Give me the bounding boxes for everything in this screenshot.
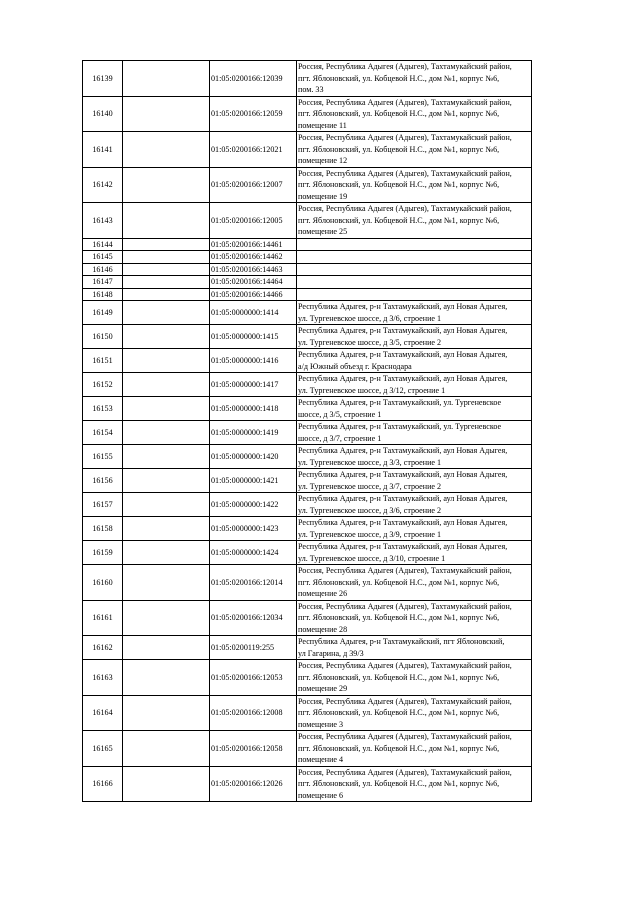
empty-cell bbox=[123, 660, 210, 696]
address-line: помещение 3 bbox=[298, 719, 344, 729]
address-line: Республика Адыгея, р-н Тахтамукайский, аул Новая Адыгея, bbox=[298, 302, 508, 311]
address-line: помещение 11 bbox=[298, 120, 347, 130]
empty-cell bbox=[123, 349, 210, 373]
cadastral-number-cell: 01:05:0200166:12005 bbox=[210, 203, 297, 239]
address-line: Россия, Республика Адыгея (Адыгея), Тахтамукайский район, bbox=[298, 661, 512, 670]
cadastral-number-cell: 01:05:0200166:12034 bbox=[210, 600, 297, 636]
address-line: Республика Адыгея, р-н Тахтамукайский, аул Новая Адыгея, bbox=[298, 350, 508, 359]
table-row bbox=[83, 766, 532, 802]
table-row bbox=[83, 493, 532, 517]
table-row bbox=[83, 238, 532, 251]
empty-cell bbox=[123, 276, 210, 289]
table-row bbox=[83, 203, 532, 239]
cadastral-number-cell: 01:05:0200166:12053 bbox=[210, 660, 297, 696]
record-number-cell: 16156 bbox=[83, 469, 123, 493]
address-line: Россия, Республика Адыгея (Адыгея), Тахтамукайский район, bbox=[298, 732, 512, 741]
table-row bbox=[83, 276, 532, 289]
address-cell bbox=[297, 132, 532, 168]
address-line: Республика Адыгея, р-н Тахтамукайский, аул Новая Адыгея, bbox=[298, 542, 508, 551]
table-row bbox=[83, 349, 532, 373]
record-number-cell: 16144 bbox=[83, 238, 123, 251]
empty-cell bbox=[123, 600, 210, 636]
address-line: ул. Тургеневское шоссе, д 3/6, строение 1 bbox=[298, 313, 442, 323]
address-line: Россия, Республика Адыгея (Адыгея), Тахтамукайский район, bbox=[298, 133, 512, 142]
address-cell bbox=[297, 288, 532, 301]
address-cell bbox=[297, 325, 532, 349]
address-line: пгт. Яблоновский, ул. Кобцевой Н.С., дом №1, корпус №6, bbox=[298, 743, 500, 753]
registry-table-body bbox=[83, 61, 532, 802]
table-row bbox=[83, 397, 532, 421]
cadastral-number-cell: 01:05:0000000:1416 bbox=[210, 349, 297, 373]
cadastral-number-cell: 01:05:0200166:14462 bbox=[210, 251, 297, 264]
cadastral-number-cell: 01:05:0200166:14461 bbox=[210, 238, 297, 251]
record-number-cell: 16153 bbox=[83, 397, 123, 421]
address-line: ул. Тургеневское шоссе, д 3/5, строение 2 bbox=[298, 337, 442, 347]
address-cell bbox=[297, 469, 532, 493]
cadastral-number-cell: 01:05:0200166:12008 bbox=[210, 695, 297, 731]
address-cell bbox=[297, 301, 532, 325]
empty-cell bbox=[123, 397, 210, 421]
address-line: а/д Южный объезд г. Краснодара bbox=[298, 361, 412, 371]
address-cell bbox=[297, 660, 532, 696]
cadastral-number-cell: 01:05:0000000:1424 bbox=[210, 541, 297, 565]
address-cell bbox=[297, 276, 532, 289]
record-number-cell: 16165 bbox=[83, 731, 123, 767]
record-number-cell: 16139 bbox=[83, 61, 123, 97]
address-cell bbox=[297, 251, 532, 264]
table-row bbox=[83, 167, 532, 203]
address-line: помещение 28 bbox=[298, 624, 348, 634]
address-cell bbox=[297, 203, 532, 239]
cadastral-number-cell: 01:05:0000000:1414 bbox=[210, 301, 297, 325]
address-line: пгт. Яблоновский, ул. Кобцевой Н.С., дом №1, корпус №6, bbox=[298, 613, 500, 622]
address-line: шоссе, д 3/7, строение 1 bbox=[298, 433, 382, 443]
address-line: ул. Тургеневское шоссе, д 3/10, строение 1 bbox=[298, 553, 446, 563]
cadastral-number-cell: 01:05:0000000:1415 bbox=[210, 325, 297, 349]
empty-cell bbox=[123, 373, 210, 397]
address-line: ул. Тургеневское шоссе, д 3/6, строение 2 bbox=[298, 505, 442, 515]
address-line: Россия, Республика Адыгея (Адыгея), Тахтамукайский район, bbox=[298, 767, 512, 777]
address-cell bbox=[297, 445, 532, 469]
cadastral-number-cell: 01:05:0200166:12039 bbox=[210, 61, 297, 97]
address-line: помещение 25 bbox=[298, 227, 348, 236]
table-row bbox=[83, 251, 532, 264]
empty-cell bbox=[123, 203, 210, 239]
table-row bbox=[83, 469, 532, 493]
cadastral-number-cell: 01:05:0000000:1419 bbox=[210, 421, 297, 445]
address-line: Россия, Республика Адыгея (Адыгея), Тахтамукайский район, bbox=[298, 97, 512, 107]
record-number-cell: 16166 bbox=[83, 766, 123, 802]
address-cell bbox=[297, 167, 532, 203]
record-number-cell: 16158 bbox=[83, 517, 123, 541]
table-row bbox=[83, 373, 532, 397]
table-row bbox=[83, 565, 532, 601]
table-row bbox=[83, 301, 532, 325]
empty-cell bbox=[123, 263, 210, 276]
address-line: Россия, Республика Адыгея (Адыгея), Тахтамукайский район, bbox=[298, 566, 512, 575]
address-cell bbox=[297, 263, 532, 276]
address-cell bbox=[297, 731, 532, 767]
empty-cell bbox=[123, 288, 210, 301]
cadastral-number-cell: 01:05:0200166:14466 bbox=[210, 288, 297, 301]
record-number-cell: 16142 bbox=[83, 167, 123, 203]
empty-cell bbox=[123, 766, 210, 802]
table-row bbox=[83, 541, 532, 565]
table-row bbox=[83, 731, 532, 767]
cadastral-number-cell: 01:05:0200166:12058 bbox=[210, 731, 297, 767]
cadastral-number-cell: 01:05:0200166:12007 bbox=[210, 167, 297, 203]
address-line: Россия, Республика Адыгея (Адыгея), Тахтамукайский район, bbox=[298, 204, 512, 213]
address-line: Россия, Республика Адыгея (Адыгея), Тахтамукайский район, bbox=[298, 601, 512, 611]
table-row bbox=[83, 695, 532, 731]
record-number-cell: 16159 bbox=[83, 541, 123, 565]
address-line: Россия, Республика Адыгея (Адыгея), Тахтамукайский район, bbox=[298, 168, 512, 178]
address-line: пгт. Яблоновский, ул. Кобцевой Н.С., дом №1, корпус №6, bbox=[298, 73, 500, 83]
address-cell bbox=[297, 695, 532, 731]
address-cell bbox=[297, 61, 532, 97]
record-number-cell: 16163 bbox=[83, 660, 123, 696]
address-line: Республика Адыгея, р-н Тахтамукайский, пгт Яблоновский, bbox=[298, 637, 505, 646]
cadastral-number-cell: 01:05:0000000:1423 bbox=[210, 517, 297, 541]
record-number-cell: 16149 bbox=[83, 301, 123, 325]
address-line: Республика Адыгея, р-н Тахтамукайский, ул. Тургеневское bbox=[298, 422, 502, 431]
record-number-cell: 16147 bbox=[83, 276, 123, 289]
address-line: Республика Адыгея, р-н Тахтамукайский, аул Новая Адыгея, bbox=[298, 374, 508, 383]
empty-cell bbox=[123, 301, 210, 325]
address-line: Республика Адыгея, р-н Тахтамукайский, аул Новая Адыгея, bbox=[298, 326, 508, 335]
address-line: помещение 29 bbox=[298, 684, 348, 693]
record-number-cell: 16141 bbox=[83, 132, 123, 168]
address-line: пгт. Яблоновский, ул. Кобцевой Н.С., дом №1, корпус №6, bbox=[298, 109, 500, 118]
table-row bbox=[83, 325, 532, 349]
address-line: пгт. Яблоновский, ул. Кобцевой Н.С., дом №1, корпус №6, bbox=[298, 672, 500, 682]
address-line: пгт. Яблоновский, ул. Кобцевой Н.С., дом №1, корпус №6, bbox=[298, 215, 500, 225]
record-number-cell: 16146 bbox=[83, 263, 123, 276]
address-cell bbox=[297, 493, 532, 517]
table-row bbox=[83, 132, 532, 168]
address-cell bbox=[297, 636, 532, 660]
empty-cell bbox=[123, 565, 210, 601]
cadastral-number-cell: 01:05:0000000:1421 bbox=[210, 469, 297, 493]
property-registry-table bbox=[82, 60, 532, 802]
record-number-cell: 16151 bbox=[83, 349, 123, 373]
empty-cell bbox=[123, 251, 210, 264]
table-row bbox=[83, 600, 532, 636]
cadastral-number-cell: 01:05:0000000:1417 bbox=[210, 373, 297, 397]
empty-cell bbox=[123, 132, 210, 168]
address-cell bbox=[297, 421, 532, 445]
address-line: пгт. Яблоновский, ул. Кобцевой Н.С., дом №1, корпус №6, bbox=[298, 180, 500, 189]
record-number-cell: 16164 bbox=[83, 695, 123, 731]
address-line: ул. Тургеневское шоссе, д 3/7, строение 2 bbox=[298, 481, 442, 491]
address-line: ул. Тургеневское шоссе, д 3/12, строение 1 bbox=[298, 385, 446, 395]
address-line: ул. Тургеневское шоссе, д 3/9, строение 1 bbox=[298, 529, 442, 539]
table-row bbox=[83, 96, 532, 132]
address-line: Россия, Республика Адыгея (Адыгея), Тахтамукайский район, bbox=[298, 62, 512, 71]
address-line: пгт. Яблоновский, ул. Кобцевой Н.С., дом №1, корпус №6, bbox=[298, 708, 500, 717]
record-number-cell: 16140 bbox=[83, 96, 123, 132]
record-number-cell: 16154 bbox=[83, 421, 123, 445]
address-line: помещение 6 bbox=[298, 790, 344, 800]
empty-cell bbox=[123, 541, 210, 565]
address-line: помещение 12 bbox=[298, 156, 348, 165]
empty-cell bbox=[123, 469, 210, 493]
address-line: пгт. Яблоновский, ул. Кобцевой Н.С., дом №1, корпус №6, bbox=[298, 577, 500, 587]
address-line: помещение 26 bbox=[298, 589, 348, 598]
table-row bbox=[83, 660, 532, 696]
cadastral-number-cell: 01:05:0200119:255 bbox=[210, 636, 297, 660]
record-number-cell: 16161 bbox=[83, 600, 123, 636]
empty-cell bbox=[123, 695, 210, 731]
address-line: Россия, Республика Адыгея (Адыгея), Тахтамукайский район, bbox=[298, 696, 512, 706]
address-line: пом. 33 bbox=[298, 85, 324, 94]
address-line: шоссе, д 3/5, строение 1 bbox=[298, 409, 382, 419]
record-number-cell: 16145 bbox=[83, 251, 123, 264]
record-number-cell: 16148 bbox=[83, 288, 123, 301]
empty-cell bbox=[123, 517, 210, 541]
table-row bbox=[83, 636, 532, 660]
address-cell bbox=[297, 349, 532, 373]
record-number-cell: 16160 bbox=[83, 565, 123, 601]
address-cell bbox=[297, 96, 532, 132]
cadastral-number-cell: 01:05:0200166:12026 bbox=[210, 766, 297, 802]
cadastral-number-cell: 01:05:0000000:1418 bbox=[210, 397, 297, 421]
address-cell bbox=[297, 600, 532, 636]
address-line: Республика Адыгея, р-н Тахтамукайский, аул Новая Адыгея, bbox=[298, 470, 508, 479]
empty-cell bbox=[123, 61, 210, 97]
table-row bbox=[83, 263, 532, 276]
address-line: Республика Адыгея, р-н Тахтамукайский, аул Новая Адыгея, bbox=[298, 494, 508, 503]
empty-cell bbox=[123, 238, 210, 251]
address-line: Республика Адыгея, р-н Тахтамукайский, аул Новая Адыгея, bbox=[298, 446, 508, 455]
record-number-cell: 16155 bbox=[83, 445, 123, 469]
table-row bbox=[83, 445, 532, 469]
table-row bbox=[83, 288, 532, 301]
record-number-cell: 16162 bbox=[83, 636, 123, 660]
record-number-cell: 16157 bbox=[83, 493, 123, 517]
empty-cell bbox=[123, 493, 210, 517]
empty-cell bbox=[123, 325, 210, 349]
cadastral-number-cell: 01:05:0200166:14464 bbox=[210, 276, 297, 289]
address-line: ул. Тургеневское шоссе, д 3/3, строение 1 bbox=[298, 457, 442, 467]
table-row bbox=[83, 61, 532, 97]
table-row bbox=[83, 421, 532, 445]
empty-cell bbox=[123, 731, 210, 767]
record-number-cell: 16152 bbox=[83, 373, 123, 397]
address-line: Республика Адыгея, р-н Тахтамукайский, аул Новая Адыгея, bbox=[298, 518, 508, 527]
address-cell bbox=[297, 397, 532, 421]
empty-cell bbox=[123, 167, 210, 203]
address-line: помещение 19 bbox=[298, 191, 348, 201]
empty-cell bbox=[123, 636, 210, 660]
address-line: пгт. Яблоновский, ул. Кобцевой Н.С., дом №1, корпус №6, bbox=[298, 144, 500, 154]
address-cell bbox=[297, 766, 532, 802]
address-cell bbox=[297, 373, 532, 397]
address-cell bbox=[297, 565, 532, 601]
address-cell bbox=[297, 541, 532, 565]
cadastral-number-cell: 01:05:0000000:1422 bbox=[210, 493, 297, 517]
cadastral-number-cell: 01:05:0200166:12014 bbox=[210, 565, 297, 601]
record-number-cell: 16143 bbox=[83, 203, 123, 239]
table-row bbox=[83, 517, 532, 541]
record-number-cell: 16150 bbox=[83, 325, 123, 349]
address-line: ул Гагарина, д 39/3 bbox=[298, 648, 364, 658]
cadastral-number-cell: 01:05:0000000:1420 bbox=[210, 445, 297, 469]
address-cell bbox=[297, 517, 532, 541]
address-line: помещение 4 bbox=[298, 755, 344, 764]
cadastral-number-cell: 01:05:0200166:14463 bbox=[210, 263, 297, 276]
address-line: пгт. Яблоновский, ул. Кобцевой Н.С., дом №1, корпус №6, bbox=[298, 779, 500, 788]
empty-cell bbox=[123, 96, 210, 132]
empty-cell bbox=[123, 421, 210, 445]
address-line: Республика Адыгея, р-н Тахтамукайский, ул. Тургеневское bbox=[298, 398, 502, 407]
empty-cell bbox=[123, 445, 210, 469]
cadastral-number-cell: 01:05:0200166:12021 bbox=[210, 132, 297, 168]
address-cell bbox=[297, 238, 532, 251]
cadastral-number-cell: 01:05:0200166:12059 bbox=[210, 96, 297, 132]
